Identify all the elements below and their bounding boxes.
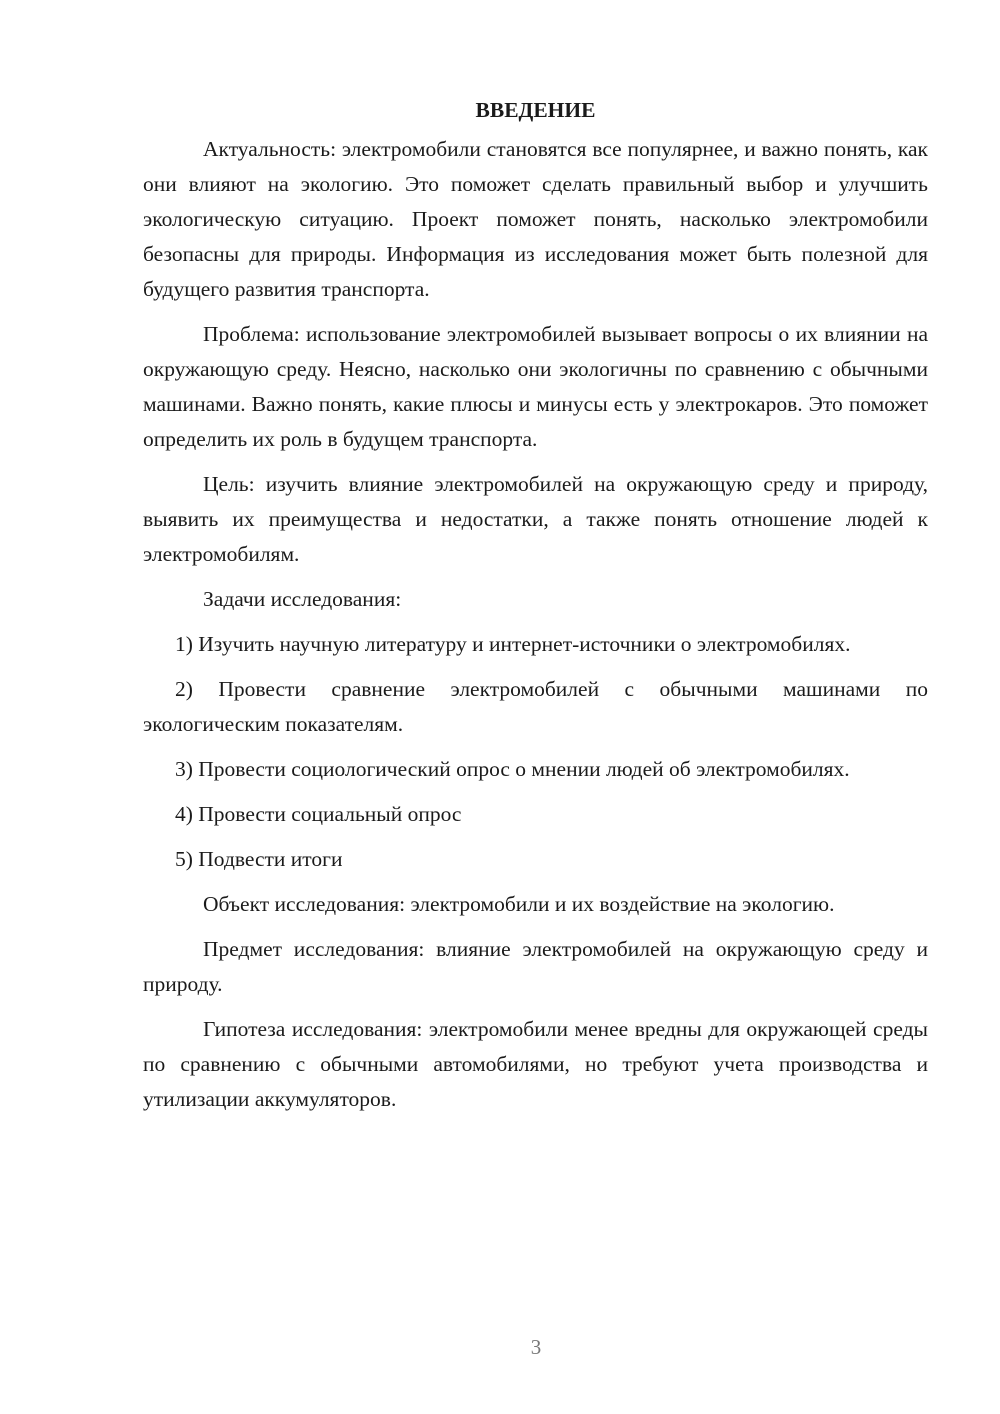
page-number: 3 <box>530 1335 542 1359</box>
task-item-3: 3) Провести социологический опрос о мнении людей об электромобилях. <box>175 757 850 781</box>
paragraph-hypothesis: Гипотеза исследования: электромобили менее вредны для окружающей среды по сравнению с обычными автомобилями, но требуют учета производства и утилизации аккумуляторов. <box>143 1017 928 1111</box>
paragraph-relevance: Актуальность: электромобили становятся все популярнее, и важно понять, как они влияют на экологию. Это поможет сделать правильный выбор и улучшить экологическую ситуацию. Проект поможет понять, насколько электромобили безопасны для природы. Информация из исследования может быть полезной для будущего развития транспорта. <box>143 137 928 301</box>
task-item-5: 5) Подвести итоги <box>175 847 343 871</box>
paragraph-problem: Проблема: использование электромобилей вызывает вопросы о их влиянии на окружающую среду. Неясно, насколько они экологичны по сравнению с обычными машинами. Важно понять, какие плюсы и минусы есть у электрокаров. Это поможет определить их роль в будущем транспорта. <box>143 322 928 451</box>
paragraph-goal: Цель: изучить влияние электромобилей на окружающую среду и природу, выявить их преимущества и недостатки, а также понять отношение людей к электромобилям. <box>143 472 928 566</box>
task-item-1: 1) Изучить научную литературу и интернет-источники о электромобилях. <box>175 632 851 656</box>
task-item-4: 4) Провести социальный опрос <box>175 802 462 826</box>
task-item-2: 2) Провести сравнение электромобилей с обычными машинами по экологическим показателям. <box>143 677 928 736</box>
paragraph-subject: Предмет исследования: влияние электромобилей на окружающую среду и природу. <box>143 937 928 996</box>
paragraph-object: Объект исследования: электромобили и их воздействие на экологию. <box>203 892 835 916</box>
document-page <box>143 96 928 1127</box>
section-title: ВВЕДЕНИЕ <box>475 98 596 122</box>
paragraph-tasks-heading: Задачи исследования: <box>203 587 402 611</box>
